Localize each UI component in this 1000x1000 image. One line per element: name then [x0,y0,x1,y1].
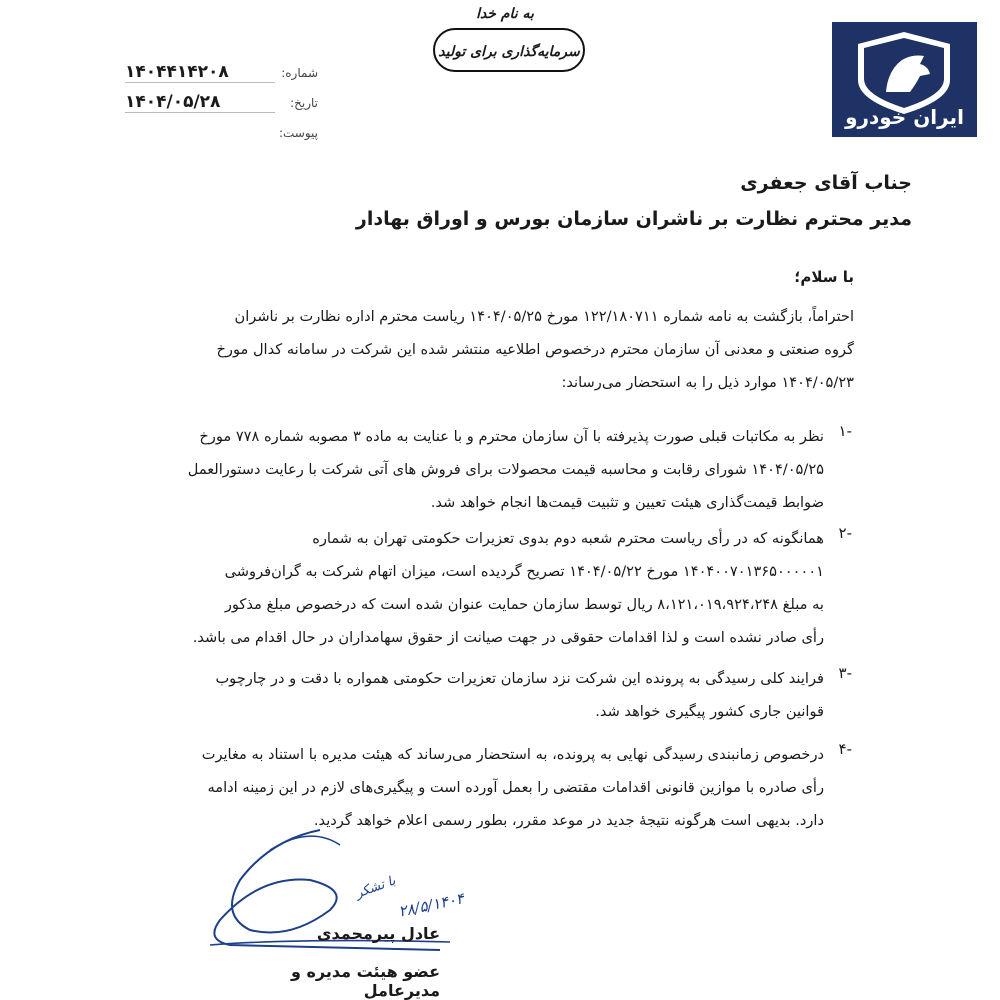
letter-date-label: تاریخ: [290,96,318,110]
greeting: با سلام؛ [794,268,854,286]
signatory-title: عضو هیئت مدیره و مدیرعامل [290,962,440,1000]
slogan-badge: سرمایه‌گذاری برای تولید [433,28,585,72]
item-line: دارد. بدیهی است هرگونه نتیجهٔ جدید در موعد مقرر، بطور رسمی اعلام خواهد گردید. [313,812,824,829]
item-line: به مبلغ ۸،۱۲۱،۰۱۹،۹۲۴،۲۴۸ ریال توسط سازمان حمایت عنوان شده است که درخصوص مبلغ مذکور [224,596,824,613]
intro-line: ۱۴۰۴/۰۵/۲۳ موارد ذیل را به استحضار می‌رساند: [561,374,854,391]
signatory-name: عادل پیرمحمدی [316,924,440,943]
item-number: -۲ [838,524,852,542]
intro-line: احتراماً، بازگشت به نامه شماره ۱۲۲/۱۸۰۷۱۱ مورخ ۱۴۰۴/۰۵/۲۵ ریاست محترم اداره نظارت بر ناشران [234,308,854,325]
item-line: همانگونه که در رأی ریاست محترم شعبه دوم بدوی تعزیرات حکومتی تهران به شماره [312,530,824,547]
bismillah: به نام خدا [476,6,534,22]
number-underline [125,82,275,83]
intro-line: گروه صنعتی و معدنی آن سازمان محترم درخصوص اطلاعیه منتشر شده این شرکت در سامانه کدال مورخ [216,341,854,358]
item-line: رأی صادر نشده است و لذا اقدامات حقوقی در جهت صیانت از حقوق سهامداران در حال اقدام می باشد. [192,629,824,646]
letter-number-value: ۱۴۰۴۴۱۴۲۰۸ [125,62,229,82]
recipient-title: مدیر محترم نظارت بر ناشران سازمان بورس و اوراق بهادار [355,208,912,230]
item-line: نظر به مکاتبات قبلی صورت پذیرفته با آن سازمان محترم و با عنایت به ماده ۳ مصوبه شماره ۷۷۸ مورخ [199,428,824,445]
item-line: ۱۴۰۴۰۰۷۰۱۳۶۵۰۰۰۰۰۱ مورخ ۱۴۰۴/۰۵/۲۲ تصریح گردیده است، میزان اتهام شرکت به گران‌فروشی [224,563,824,580]
letter-number-label: شماره: [281,66,318,80]
item-number: -۴ [838,740,852,758]
item-2-text [134,522,824,654]
item-line: رأی صادره با موازین قانونی اقدامات مقتضی را بعمل آورده است و پیگیری‌های لازم در این زمینه ادامه [207,779,824,796]
item-number: -۳ [838,664,852,682]
item-line: فرایند کلی رسیدگی به پرونده این شرکت نزد سازمان تعزیرات حکومتی همواره با دقت و در چارچوب [215,670,824,687]
recipient-name: جناب آقای جعفری [740,172,912,194]
handwritten-date: ۲۸/۵/۱۴۰۴ [396,889,466,921]
item-3-text [134,662,824,728]
intro-paragraph [134,300,854,399]
logo-text: ایران خودرو [845,105,964,129]
company-logo [832,22,977,137]
date-underline [125,112,275,113]
item-number: -۱ [838,422,852,440]
item-line: درخصوص زمانبندی رسیدگی نهایی به پرونده، به استحضار می‌رساند که هیئت مدیره با استناد به مغایرت [201,746,824,763]
item-line: ۱۴۰۴/۰۵/۲۵ شورای رقابت و محاسبه قیمت محصولات برای فروش های آتی شرکت با رعایت دستورالعمل [187,461,824,478]
item-1-text [134,420,824,519]
item-line: ضوابط قیمت‌گذاری هیئت تعیین و تثبیت قیمت‌ها انجام خواهد شد. [430,494,824,511]
item-line: قوانین جاری کشور پیگیری خواهد شد. [595,703,824,720]
letter-date-value: ۱۴۰۴/۰۵/۲۸ [125,92,221,112]
attachment-label: پیوست: [278,126,318,140]
handwritten-note: با تشکر [353,873,398,902]
